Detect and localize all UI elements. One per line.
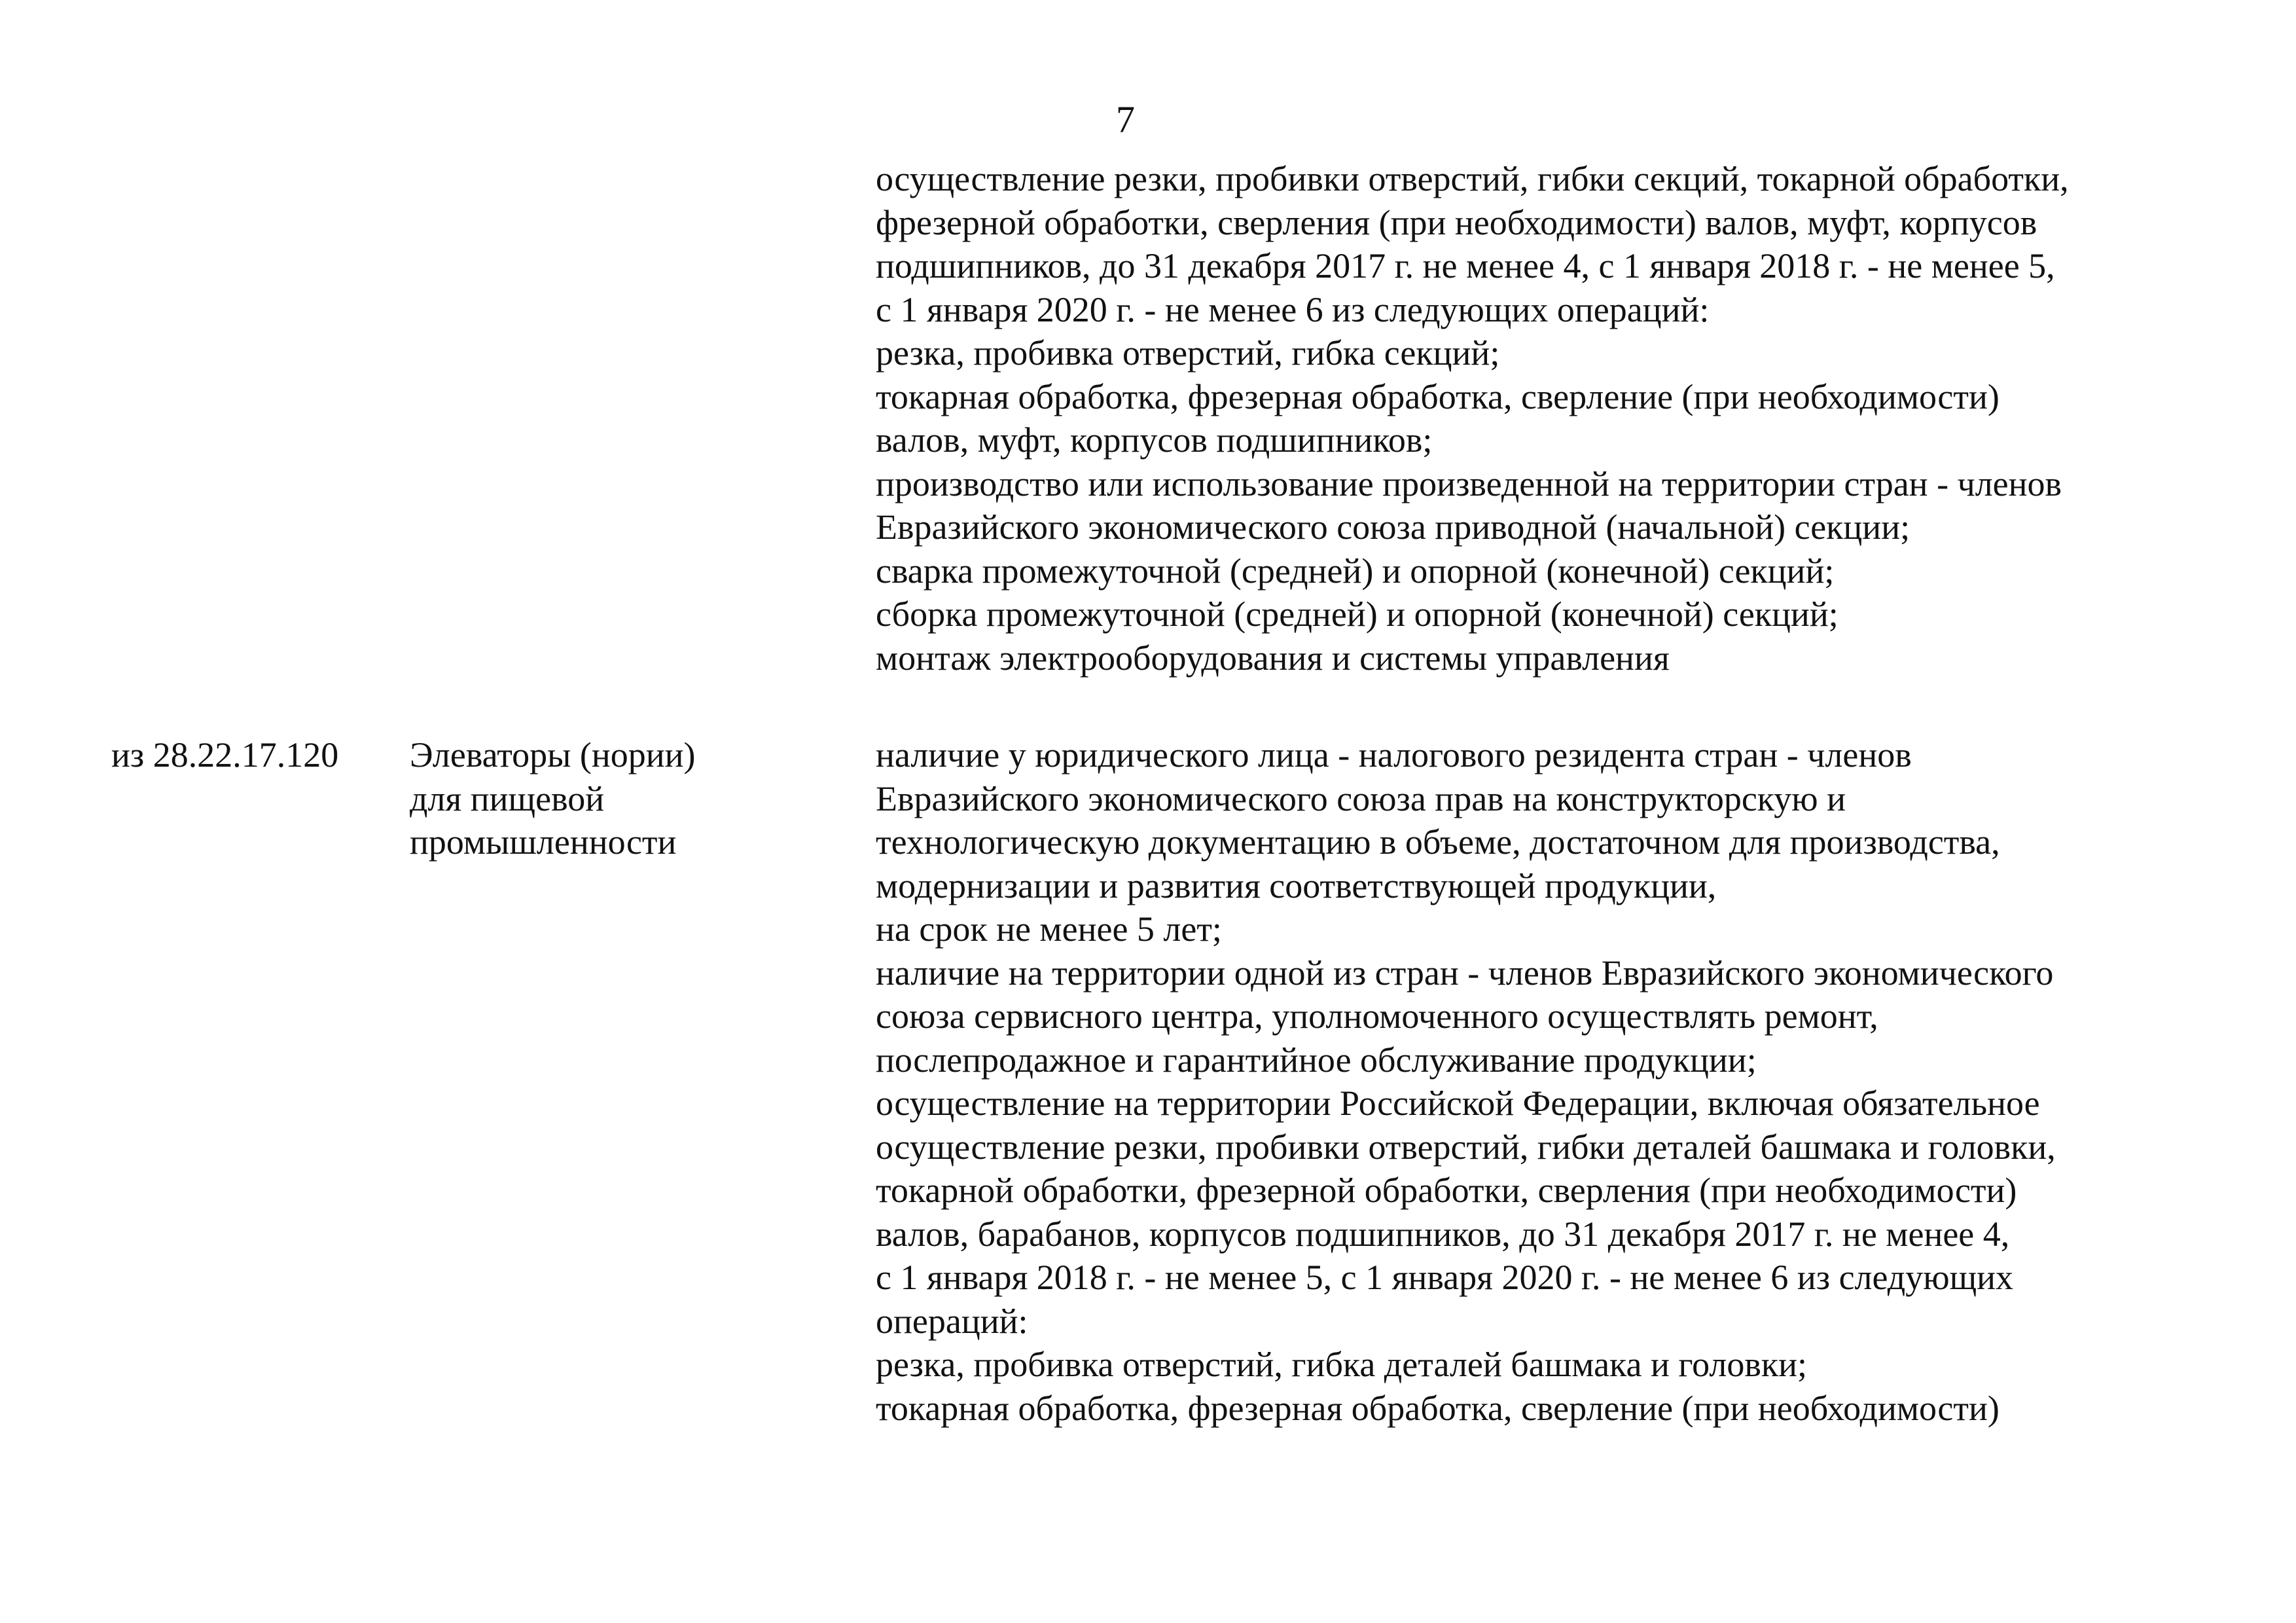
page-number: 7	[1116, 98, 1135, 141]
text-line: на срок не менее 5 лет;	[876, 909, 1222, 949]
text-line: токарная обработка, фрезерная обработка, сверление (при необходимости)	[876, 1388, 2000, 1428]
text-line: сборка промежуточной (средней) и опорной (конечной) секций;	[876, 594, 1839, 634]
product-name-line: для пищевой	[410, 778, 605, 818]
continuation-requirements	[876, 157, 2069, 680]
text-line: с 1 января 2020 г. - не менее 6 из следующих операций:	[876, 289, 1710, 329]
text-line: валов, муфт, корпусов подшипников;	[876, 420, 1433, 460]
text-line: валов, барабанов, корпусов подшипников, до 31 декабря 2017 г. не менее 4,	[876, 1214, 2010, 1254]
text-line: наличие у юридического лица - налогового резидента стран - членов	[876, 735, 1912, 775]
text-line: Евразийского экономического союза прав на конструкторскую и	[876, 778, 1846, 818]
text-line: подшипников, до 31 декабря 2017 г. не менее 4, с 1 января 2018 г. - не менее 5,	[876, 246, 2055, 285]
text-line: резка, пробивка отверстий, гибка секций;	[876, 333, 1500, 373]
text-line: наличие на территории одной из стран - членов Евразийского экономического	[876, 953, 2054, 993]
text-line: послепродажное и гарантийное обслуживание продукции;	[876, 1040, 1757, 1080]
text-line: фрезерной обработки, сверления (при необходимости) валов, муфт, корпусов	[876, 202, 2037, 242]
product-name	[410, 733, 696, 864]
text-line: осуществление на территории Российской Федерации, включая обязательное	[876, 1084, 2040, 1123]
text-line: союза сервисного центра, уполномоченного осуществлять ремонт,	[876, 996, 1878, 1036]
text-line: Евразийского экономического союза приводной (начальной) секции;	[876, 507, 1910, 547]
text-line: сварка промежуточной (средней) и опорной (конечной) секций;	[876, 551, 1835, 591]
product-code	[111, 733, 338, 777]
product-name-line: промышленности	[410, 822, 677, 862]
text-line: технологическую документацию в объеме, достаточном для производства,	[876, 822, 2000, 862]
text-line: монтаж электрооборудования и системы управления	[876, 638, 1670, 678]
text-line: производство или использование произведенной на территории стран - членов	[876, 464, 2062, 503]
text-line: с 1 января 2018 г. - не менее 5, с 1 января 2020 г. - не менее 6 из следующих	[876, 1258, 2014, 1297]
product-requirements	[876, 733, 2056, 1430]
text-line: токарная обработка, фрезерная обработка, сверление (при необходимости)	[876, 376, 2000, 416]
product-name-line: Элеваторы (нории)	[410, 735, 696, 775]
text-line: модернизации и развития соответствующей продукции,	[876, 866, 1717, 905]
text-line: резка, пробивка отверстий, гибка деталей башмака и головки;	[876, 1345, 1808, 1384]
product-code-text: из 28.22.17.120	[111, 735, 339, 775]
text-line: осуществление резки, пробивки отверстий, гибки деталей башмака и головки,	[876, 1127, 2056, 1167]
text-line: осуществление резки, пробивки отверстий, гибки секций, токарной обработки,	[876, 159, 2069, 198]
text-line: операций:	[876, 1301, 1028, 1341]
text-line: токарной обработки, фрезерной обработки, сверления (при необходимости)	[876, 1171, 2017, 1210]
